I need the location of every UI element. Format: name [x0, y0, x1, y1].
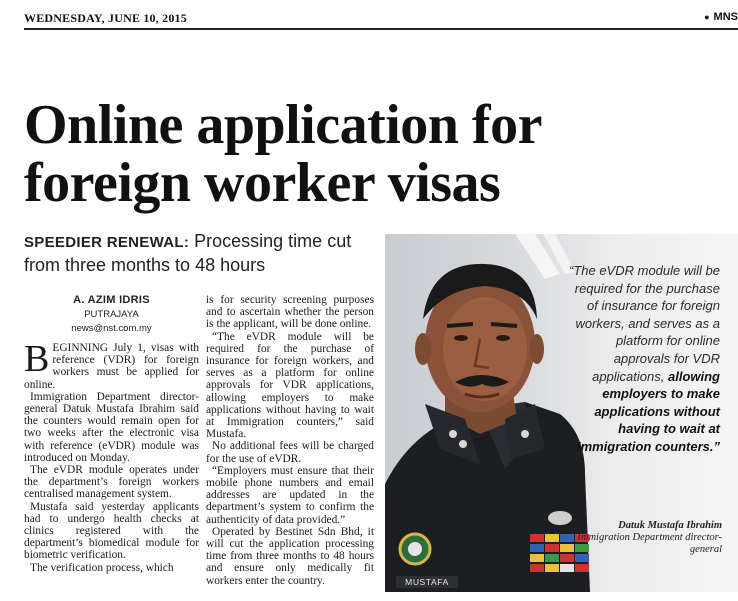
- header-rule: [24, 28, 738, 30]
- headline-line-1: Online application for: [24, 94, 542, 156]
- byline-author: A. AZIM IDRIS: [73, 294, 150, 306]
- name-tag: MUSTAFA: [396, 576, 458, 588]
- byline-email: news@nst.com.my: [71, 323, 152, 334]
- photo-caption: [552, 520, 722, 556]
- paragraph-text: EGINNING July 1, visas with reference (VDR) for foreign workers must be applied for online.: [24, 342, 199, 391]
- paragraph: is for security screening purposes and to ascertain whether the person is the applicant, will be done online.: [206, 294, 374, 331]
- caption-title: Immigration Department director-general: [577, 532, 722, 555]
- caption-name: Datuk Mustafa Ibrahim: [618, 520, 722, 531]
- paragraph: No additional fees will be charged for the use of eVDR.: [206, 440, 374, 465]
- paragraph: The eVDR module operates under the department’s foreign workers centralised management system.: [24, 464, 199, 501]
- byline-place: PUTRAJAYA: [84, 309, 139, 320]
- page-header: [0, 0, 738, 30]
- headline: [24, 96, 724, 212]
- bullet-icon: ●: [704, 12, 710, 22]
- drop-cap: B: [24, 338, 50, 380]
- subhead-kicker: SPEEDIER RENEWAL:: [24, 234, 190, 251]
- article-column-2: [206, 294, 374, 587]
- headline-line-2: foreign worker visas: [24, 152, 501, 214]
- paragraph: [24, 338, 199, 391]
- subheadline: [24, 230, 364, 276]
- article-column-1: [24, 338, 199, 574]
- paragraph: “The eVDR module will be required for the purchase of insurance for foreign workers, and serves as a platform for online approvals for VDR applications, allowing employers to make applications without having to wait at Immigration counters,” said Mustafa.: [206, 330, 374, 441]
- pull-quote-text: “The eVDR module will be required for the purchase of insurance for foreign workers, and serves as a platform for online approvals for VDR applications,: [568, 263, 720, 384]
- subhead-text: Processing time cut from three months to 48 hours: [24, 231, 352, 275]
- section-label: [704, 11, 738, 23]
- issue-date: WEDNESDAY, JUNE 10, 2015: [24, 11, 187, 25]
- pull-quote: [565, 262, 720, 456]
- paragraph: The verification process, which: [30, 561, 174, 574]
- paragraph: Mustafa said yesterday applicants had to undergo health checks at clinics registered with the department’s biomedical module for biometric verification.: [24, 500, 199, 562]
- paragraph: Operated by Bestinet Sdn Bhd, it will cut the application processing time from three months to 48 hours and ensure only medically fit workers enter the country.: [206, 525, 374, 587]
- section-name: MNS: [713, 11, 738, 23]
- byline: [24, 294, 199, 334]
- pull-quote-emphasis: allowing employers to make applications without having to wait at Immigration counters.”: [576, 368, 720, 454]
- paragraph: Immigration Department director-general Datuk Mustafa Ibrahim said the counters would remain open for two weeks after the electronic visa with reference (eVDR) module was introduced on Monday.: [24, 390, 199, 464]
- paragraph: “Employers must ensure that their mobile phone numbers and email addresses are updated in the department’s system to confirm the authenticity of data provided.”: [206, 464, 374, 526]
